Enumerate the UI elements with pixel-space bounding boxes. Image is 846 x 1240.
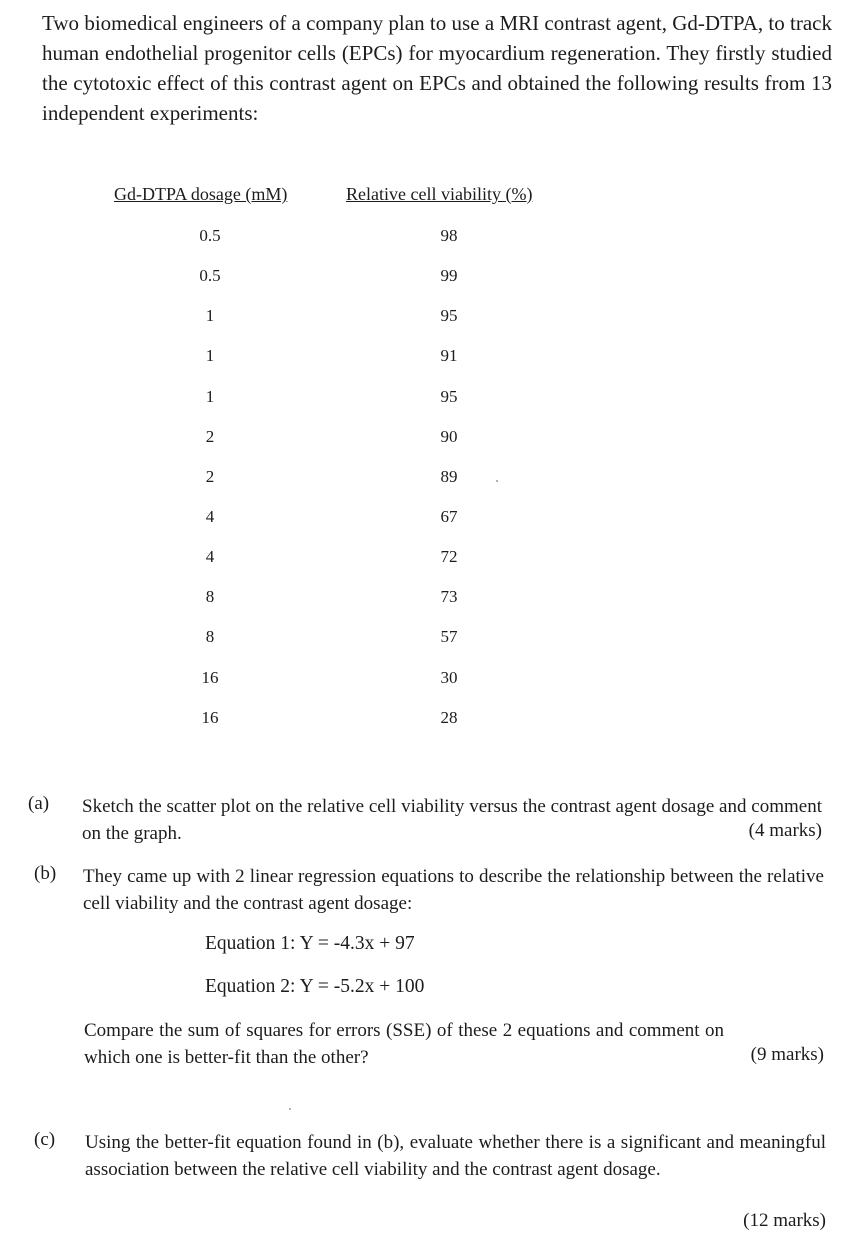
viability-cell: 57 <box>440 627 458 647</box>
question-b-text: They came up with 2 linear regression equations to describe the relationship between the relative cell viability and the contrast agent dosage: <box>83 866 824 914</box>
table-row <box>0 260 846 300</box>
dosage-cell: 2 <box>205 466 215 486</box>
table-row <box>0 662 846 702</box>
viability-cell: 73 <box>440 587 458 607</box>
scan-speck <box>496 480 498 482</box>
dosage-cell: 1 <box>205 346 215 366</box>
dosage-cell: 0.5 <box>199 266 221 286</box>
viability-cell: 98 <box>440 226 458 245</box>
intro-paragraph: Two biomedical engineers of a company plan to use a MRI contrast agent, Gd-DTPA, to track human endothelial progenitor cells (EPCs) for myocardium regeneration. They firstly studied the cytotoxic effect of this contrast agent on EPCs and obtained the following results from 13 independent experiments: <box>42 11 832 125</box>
dosage-cell: 16 <box>201 667 219 687</box>
table-row <box>0 541 846 581</box>
table-header-viability: Relative cell viability (%) <box>346 184 533 204</box>
viability-cell: 95 <box>440 306 458 326</box>
data-table <box>0 220 846 742</box>
dosage-cell: 2 <box>205 426 215 446</box>
scan-speck <box>289 1108 291 1110</box>
table-row <box>0 702 846 742</box>
table-row <box>0 381 846 421</box>
table-row <box>0 461 846 501</box>
equation-1: Equation 1: Y = -4.3x + 97 <box>205 933 415 954</box>
question-b-text-2: Compare the sum of squares for errors (SSE) of these 2 equations and comment on which one is better-fit than the other? <box>84 1020 724 1068</box>
dosage-cell: 8 <box>205 587 215 607</box>
table-row <box>0 581 846 621</box>
viability-cell: 72 <box>440 547 458 567</box>
equation-2: Equation 2: Y = -5.2x + 100 <box>205 976 425 997</box>
question-b-marks: (9 marks) <box>750 1044 824 1065</box>
table-row <box>0 300 846 340</box>
dosage-cell: 4 <box>205 506 215 526</box>
question-c-marks: (12 marks) <box>743 1210 826 1231</box>
viability-cell: 99 <box>440 266 458 286</box>
viability-cell: 91 <box>440 346 458 366</box>
question-a-label: (a) <box>28 793 50 814</box>
dosage-cell: 16 <box>201 707 219 727</box>
viability-cell: 89 <box>440 466 458 486</box>
question-b-label: (b) <box>34 863 57 884</box>
table-row <box>0 421 846 461</box>
dosage-cell: 1 <box>205 386 215 406</box>
table-row <box>0 621 846 661</box>
question-c-label: (c) <box>34 1129 56 1150</box>
table-header-dosage: Gd-DTPA dosage (mM) <box>114 184 288 204</box>
dosage-cell: 0.5 <box>199 226 221 245</box>
question-a-text: Sketch the scatter plot on the relative cell viability versus the contrast agent dosage and comment on the graph. <box>82 796 822 844</box>
viability-cell: 90 <box>440 426 458 446</box>
table-row <box>0 501 846 541</box>
dosage-cell: 1 <box>205 306 215 326</box>
viability-cell: 95 <box>440 386 458 406</box>
viability-cell: 67 <box>440 506 458 526</box>
question-a-marks: (4 marks) <box>748 820 822 841</box>
dosage-cell: 8 <box>205 627 215 647</box>
table-row <box>0 220 846 260</box>
viability-cell: 28 <box>440 707 458 727</box>
viability-cell: 30 <box>440 667 458 687</box>
dosage-cell: 4 <box>205 547 215 567</box>
question-c-text: Using the better-fit equation found in (b), evaluate whether there is a significant and meaningful association between the relative cell viability and the contrast agent dosage. <box>85 1132 826 1180</box>
table-row <box>0 340 846 380</box>
